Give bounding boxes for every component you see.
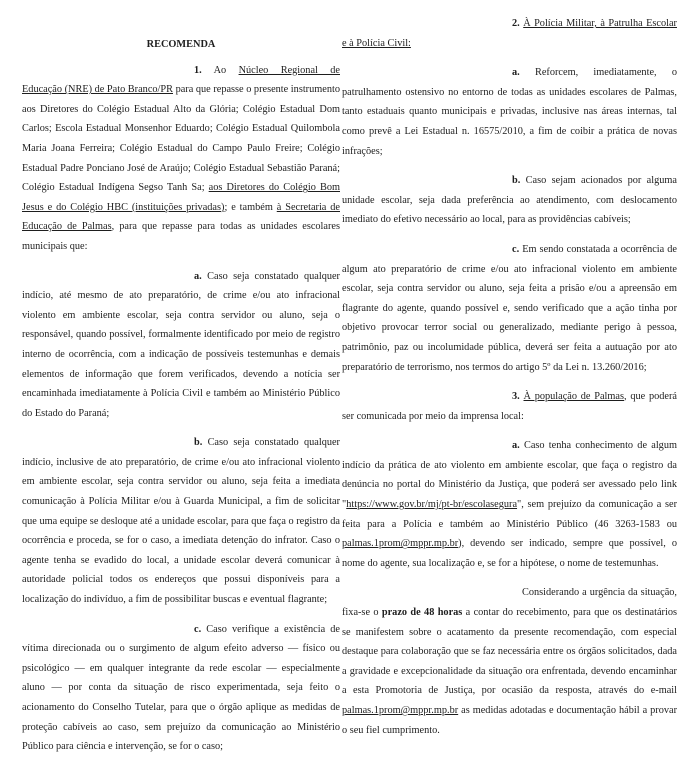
item-1c-text: Caso verifique a existência de vítima direcionada ou o surgimento de algum efeito adverso — físico ou psicológico — em qualquer integrante da rede escolar — especialmente aluno — por conta da situação de risco experimentada, seja feito o acionamento do Conselho Tutelar, para que o órgão aplique as medidas de proteção cabíveis ao caso, sem prejuízo da comunicação ao Ministério Público para ciência e intervenção, se for o caso; — [22, 623, 340, 753]
p1-pre: Ao — [201, 64, 239, 76]
p1-mid: para que repasse o presente instrumento aos Diretores do Colégio Estadual Alto da Glória; Colégio Estadual Dom Carlos; Escola Estadual Monsenhor Eduardo; Colégio Estadual Quilombola Maria Joana Ferreira; Colégio Estadual do Campo Paulo Freire; Colégio Estadual Padre Ponciano José de Araújo; Colégio Estadual Sebastião Paraná; Colégio Estadual Indígena Segso Tanh Sa; — [22, 84, 340, 194]
item-1c-label: c. — [194, 623, 202, 635]
p1-mid2: ; e também — [224, 201, 277, 213]
section-2-heading — [342, 14, 677, 53]
item-2b-text: Caso sejam acionados por alguma unidade escolar, seja dada preferência ao atendimento, com deslocamento imediato do efetivo necessário ao local, para as providências cabíveis; — [342, 175, 677, 226]
item-1a-text: Caso seja constatado qualquer indício, até mesmo de ato preparatório, de crime e/ou ato infracional violento em ambiente escolar, seja contra servidor ou aluno, seja o responsável, quando possível, formalmente identificado por meio de registro interno de ocorrência, com a indicação de possíveis testemunhas e demais elementos de informação que forem verificados, devendo a notícia ser encaminhada imediatamente à Polícia Civil e também ao Ministério Público do Estado do Paraná; — [22, 270, 340, 419]
section-3-heading — [342, 387, 677, 426]
section-3-title: À população de Palmas — [523, 391, 625, 403]
item-1c — [22, 620, 340, 757]
item-3a — [342, 436, 677, 573]
escola-segura-link[interactable]: https://www.gov.br/mj/pt-br/escolasegura — [346, 499, 518, 511]
item-1b — [22, 433, 340, 609]
item-3a-end: ), devendo ser indicado, sempre que possível, o nome do agente, sua localização e, se for a hipótese, o nome de testemunhas. — [342, 538, 677, 569]
final-mid: a contar do recebimento, para que os destinatários se manifestem sobre o acatamento da presente recomendação, com especial destaque para colaboração que se faz necessária entre os órgãos solicitados, dada a gravidade e excepcionalidade da situação ora enfrentada, devendo encaminhar a esta Promotoria de Justiça, por ocasião da resposta, através do e-mail — [342, 607, 677, 697]
item-3a-mid: ", sem prejuízo da comunicação a ser feita para a Polícia e também ao Ministério Público (46 3263-1583 ou — [342, 499, 677, 530]
item-2b — [342, 171, 677, 230]
item-3a-label: a. — [512, 440, 520, 452]
final-pre: Considerando a urgência da situação, fixa-se o — [342, 587, 677, 619]
section-2-number: 2. — [512, 18, 520, 29]
section-2-title: À Polícia Militar, à Patrulha Escolar e à Polícia Civil: — [342, 18, 677, 49]
right-column — [342, 0, 677, 740]
section-3-rest: , que poderá ser comunicada por meio da imprensa local: — [342, 391, 678, 422]
item-2a — [342, 63, 677, 161]
left-page — [0, 0, 348, 753]
p1-nre: Núcleo Regional de Educação (NRE) de Pato Branco/PR — [22, 64, 340, 96]
email-link[interactable]: palmas.1prom@mppr.mp.br — [342, 538, 459, 550]
paragraph-1 — [22, 61, 340, 257]
left-column — [22, 0, 340, 757]
item-2c-label: c. — [512, 243, 520, 255]
section-3-number: 3. — [512, 391, 520, 403]
item-2a-text: Reforcem, imediatamente, o patrulhamento ostensivo no entorno de todas as unidades escolares de Palmas, tanto estaduais quanto municipais e privadas, inclusive nas áreas internas, tal como prevê a Lei Estadual n. 16575/2010, a fim de coibir a prática de novas infrações; — [342, 67, 677, 157]
item-2c-text: Em sendo constatada a ocorrência de algum ato preparatório de crime e/ou ato infracional violento em ambiente escolar, seja contra servidor ou aluno, seja feita a prisão e/ou a apreensão em flagrante do agente, quando possível e, sendo verificado que a ação tinha por objetivo provocar terror social ou generalizado, mediante perigo à pessoa, patrimônio, paz ou incolumidade pública, deverá ser feita a autuação por ato preparatório de terrorismo, nos termos do artigo 5º da Lei n. 13.260/2016; — [342, 243, 677, 373]
title-recomenda: RECOMENDA — [146, 39, 216, 50]
item-1b-text: Caso seja constatado qualquer indício, inclusive de ato preparatório, de crime e/ou ato infracional violento em ambiente escolar, seja contra servidor ou aluno, seja feita a imediata comunicação à Polícia Militar e/ou à Guarda Municipal, a fim de solicitar que uma equipe se desloque até a unidade escolar, para que faça o registro da ocorrência e proceda, se for o caso, a imediata detenção do infrator. Caso o agente tenha se evadido do local, a unidade escolar deverá comunicar à autoridade policial todos os endereços que possui disponíveis para a localização do indivíduo, a fim de possibilitar buscas e eventual flagrante; — [22, 437, 340, 606]
item-1a-label: a. — [194, 270, 202, 282]
item-1b-label: b. — [194, 437, 203, 449]
p1-end: , para que repasse para todas as unidades escolares municipais que: — [22, 221, 340, 252]
final-email-link[interactable]: palmas.1prom@mppr.mp.br — [342, 705, 459, 716]
item-3a-pre: Caso tenha conhecimento de algum indício da prática de ato violento em ambiente escolar, que faça o registro da denúncia no portal do Ministério da Justiça, que poderá ser avessado pelo link " — [342, 440, 677, 511]
right-page — [342, 0, 696, 736]
final-paragraph — [342, 583, 677, 740]
final-end: as medidas adotadas e documentação hábil a provar o seu fiel cumprimento. — [342, 705, 677, 736]
item-2b-label: b. — [512, 175, 521, 187]
item-2a-label: a. — [512, 67, 520, 79]
p1-secretaria: à Secretaria de Educação de Palmas — [22, 201, 340, 233]
item-1a — [22, 267, 340, 424]
p1-number: 1. — [194, 64, 202, 76]
final-deadline: prazo de 48 horas — [381, 607, 463, 619]
p1-private: aos Diretores do Colégio Bom Jesus e do Colégio HBC (instituições privadas) — [22, 182, 340, 213]
item-2c — [342, 240, 677, 377]
